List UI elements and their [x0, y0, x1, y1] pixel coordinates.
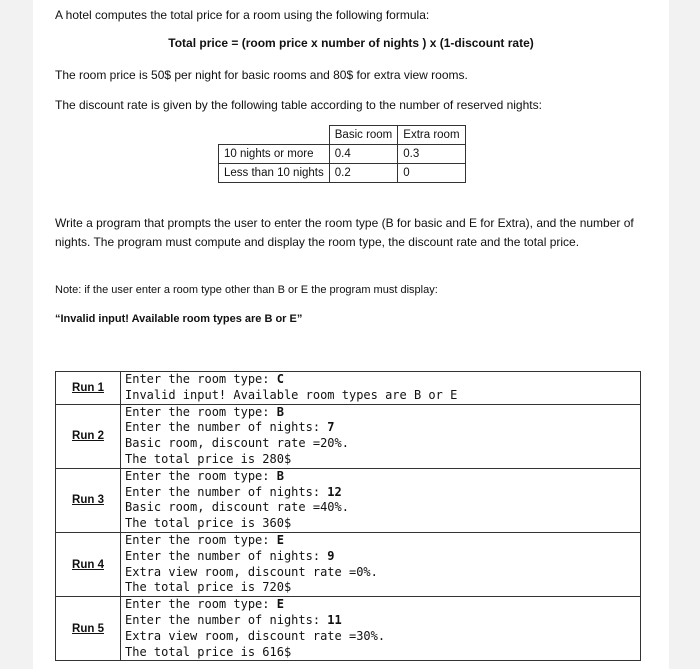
console-text: Enter the number of nights: [125, 612, 328, 627]
basic-rate: 0.4 [329, 145, 398, 164]
run-row [56, 404, 641, 468]
console-line [125, 372, 640, 388]
row-label: 10 nights or more [219, 145, 330, 164]
console-line [125, 629, 640, 645]
user-input: C [276, 372, 284, 386]
run-label: Run 1 [56, 372, 121, 405]
console-line [125, 500, 640, 516]
console-line [125, 597, 640, 613]
run-label: Run 5 [56, 597, 121, 661]
console-line [125, 645, 640, 661]
run-row [56, 597, 641, 661]
console-line [125, 580, 640, 596]
console-line [125, 388, 640, 404]
console-text: The total price is 616$ [125, 644, 292, 659]
console-line [125, 533, 640, 549]
console-line [125, 565, 640, 581]
invalid-message-text: “Invalid input! Available room types are B or E” [55, 313, 303, 325]
console-text: Extra view room, discount rate =0%. [125, 564, 378, 579]
user-input: 7 [327, 420, 335, 435]
console-line [125, 485, 640, 501]
discount-intro-text: The discount rate is given by the following table according to the number of reserved nights: [55, 98, 542, 112]
discount-table [218, 125, 466, 183]
console-text: Basic room, discount rate =20%. [125, 436, 349, 451]
console-text: Enter the room type: [125, 532, 277, 547]
room-price-text: The room price is 50$ per night for basic rooms and 80$ for extra view rooms. [55, 68, 468, 82]
run-output [121, 597, 641, 661]
console-text: The total price is 280$ [125, 451, 292, 466]
console-text: Basic room, discount rate =40%. [125, 500, 349, 515]
console-text: Enter the room type: [125, 597, 277, 612]
console-line [125, 469, 640, 485]
header-basic-room: Basic room [329, 126, 398, 145]
user-input: E [276, 532, 284, 547]
console-text: The total price is 360$ [125, 516, 292, 531]
user-input: E [276, 597, 284, 612]
console-text: Invalid input! Available room types are B or E [125, 387, 458, 402]
header-extra-room: Extra room [398, 126, 465, 145]
console-text: Enter the room type: [125, 372, 277, 386]
console-line [125, 420, 640, 436]
user-input: 12 [327, 484, 342, 499]
console-text: Enter the number of nights: [125, 548, 328, 563]
console-line [125, 613, 640, 629]
user-input: 9 [327, 548, 335, 563]
basic-rate: 0.2 [329, 164, 398, 183]
run-label: Run 4 [56, 532, 121, 596]
user-input: B [276, 404, 284, 419]
user-input: 11 [327, 612, 342, 627]
run-row [56, 468, 641, 532]
run-output [121, 372, 641, 405]
run-label: Run 3 [56, 468, 121, 532]
console-line [125, 516, 640, 532]
console-line [125, 405, 640, 421]
console-line [125, 452, 640, 468]
run-row [56, 532, 641, 596]
extra-rate: 0 [398, 164, 465, 183]
task-text: Write a program that prompts the user to enter the room type (B for basic and E for Extra), and the number of nights. The program must compute and display the room type, the discount rate and the total price. [55, 216, 634, 249]
discount-table-header [219, 126, 466, 145]
runs-table [55, 371, 641, 661]
console-text: Enter the room type: [125, 404, 277, 419]
console-text: The total price is 720$ [125, 580, 292, 595]
discount-table-row [219, 145, 466, 164]
console-text: Enter the number of nights: [125, 420, 328, 435]
extra-rate: 0.3 [398, 145, 465, 164]
document-page [33, 0, 669, 669]
intro-text: A hotel computes the total price for a room using the following formula: [55, 8, 430, 22]
run-label: Run 2 [56, 404, 121, 468]
discount-table-row [219, 164, 466, 183]
console-text: Enter the number of nights: [125, 484, 328, 499]
user-input: B [276, 468, 284, 483]
note-text: Note: if the user enter a room type other than B or E the program must display: [55, 284, 438, 296]
console-line [125, 436, 640, 452]
console-line [125, 549, 640, 565]
formula-text: Total price = (room price x number of nights ) x (1-discount rate) [168, 36, 534, 50]
run-output [121, 532, 641, 596]
run-row [56, 372, 641, 405]
console-text: Extra view room, discount rate =30%. [125, 628, 386, 643]
run-output [121, 468, 641, 532]
run-output [121, 404, 641, 468]
row-label: Less than 10 nights [219, 164, 330, 183]
console-text: Enter the room type: [125, 468, 277, 483]
